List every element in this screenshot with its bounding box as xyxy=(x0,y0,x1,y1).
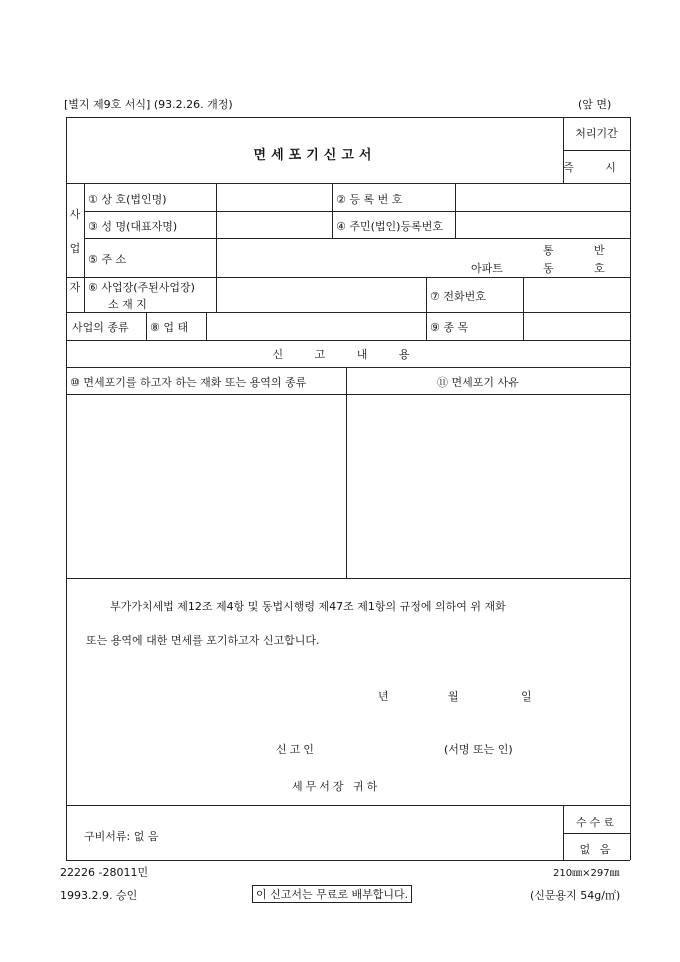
frame-left-border xyxy=(66,117,67,860)
reason-column-label: ⑪ 면세포기 사유 xyxy=(437,376,519,389)
representative-name-label: ③ 성 명(대표자명) xyxy=(88,220,178,233)
workplace-field[interactable] xyxy=(218,279,424,310)
applicant-group-char-1: 사 xyxy=(69,208,81,221)
applicant-group-char-3: 자 xyxy=(69,281,81,294)
address-dong-label: 동 xyxy=(543,262,554,275)
free-distribution-notice: 이 신고서는 무료로 배부합니다. xyxy=(252,885,412,903)
frame-top-border xyxy=(66,117,630,118)
resident-no-label: ④ 주민(법인)등록번호 xyxy=(336,220,443,233)
goods-textarea[interactable] xyxy=(68,396,344,576)
address-label: ⑤ 주 소 xyxy=(88,253,127,266)
reporter-name-field[interactable] xyxy=(335,737,435,757)
form-reference: [별지 제9호 서식] (93.2.26. 개정) xyxy=(64,98,233,111)
phone-field[interactable] xyxy=(525,279,628,310)
date-month-label: 월 xyxy=(448,690,459,703)
resident-no-field[interactable] xyxy=(457,213,628,236)
business-item-label: ⑨ 종 목 xyxy=(430,321,469,334)
processing-period-value: 즉 시 xyxy=(563,161,630,174)
workplace-location-label: 소 재 지 xyxy=(108,298,147,311)
frame-bottom-border xyxy=(66,860,630,861)
business-item-field[interactable] xyxy=(525,314,628,338)
report-section-title: 신 고 내 용 xyxy=(272,348,424,361)
page-side-label: (앞 면) xyxy=(578,98,612,111)
paper-size: 210㎜×297㎜ xyxy=(553,868,620,879)
address-apartment-label: 아파트 xyxy=(471,262,503,275)
phone-label: ⑦ 전화번호 xyxy=(430,290,486,303)
processing-period-label: 처리기간 xyxy=(575,127,618,140)
address-ho-label: 호 xyxy=(594,262,605,275)
fee-label: 수수료 xyxy=(576,816,617,829)
business-type-label: 사업의 종류 xyxy=(72,321,129,334)
declaration-line-1: 부가가치세법 제12조 제4항 및 동법시행령 제47조 제1항의 규정에 의하여 위 재화 xyxy=(110,600,506,613)
date-year-label: 년 xyxy=(378,690,389,703)
business-category-field[interactable] xyxy=(208,314,424,338)
address-field[interactable] xyxy=(218,240,628,275)
workplace-label: ⑥ 사업장(주된사업장) xyxy=(88,281,195,294)
addressee: 세무서장 귀하 xyxy=(292,780,381,793)
form-title: 면세포기신고서 xyxy=(253,148,377,163)
reason-textarea[interactable] xyxy=(348,396,628,576)
goods-column-label: ⑩ 면세포기를 하고자 하는 재화 또는 용역의 종류 xyxy=(70,376,307,389)
applicant-group-char-2: 업 xyxy=(69,242,81,255)
fee-value: 없 음 xyxy=(579,843,614,856)
business-name-label: ① 상 호(법인명) xyxy=(88,193,167,206)
registration-no-label: ② 등 록 번 호 xyxy=(336,193,403,206)
registration-no-field[interactable] xyxy=(457,185,628,209)
form-code: 22226 -28011민 xyxy=(60,866,149,879)
declaration-line-2: 또는 용역에 대한 면세를 포기하고자 신고합니다. xyxy=(86,634,320,647)
required-documents: 구비서류: 없 음 xyxy=(84,830,159,843)
address-ban-label: 반 xyxy=(594,244,605,257)
reporter-label: 신고인 xyxy=(276,743,317,756)
approval-date: 1993.2.9. 승인 xyxy=(60,889,138,902)
paper-type: (신문용지 54g/㎡) xyxy=(530,889,621,902)
business-name-field[interactable] xyxy=(218,185,330,209)
address-tong-label: 통 xyxy=(543,244,554,257)
representative-name-field[interactable] xyxy=(218,213,330,236)
business-category-label: ⑧ 업 태 xyxy=(150,321,189,334)
date-day-label: 일 xyxy=(521,690,532,703)
frame-right-border xyxy=(630,117,631,860)
signature-label: (서명 또는 인) xyxy=(444,743,513,756)
